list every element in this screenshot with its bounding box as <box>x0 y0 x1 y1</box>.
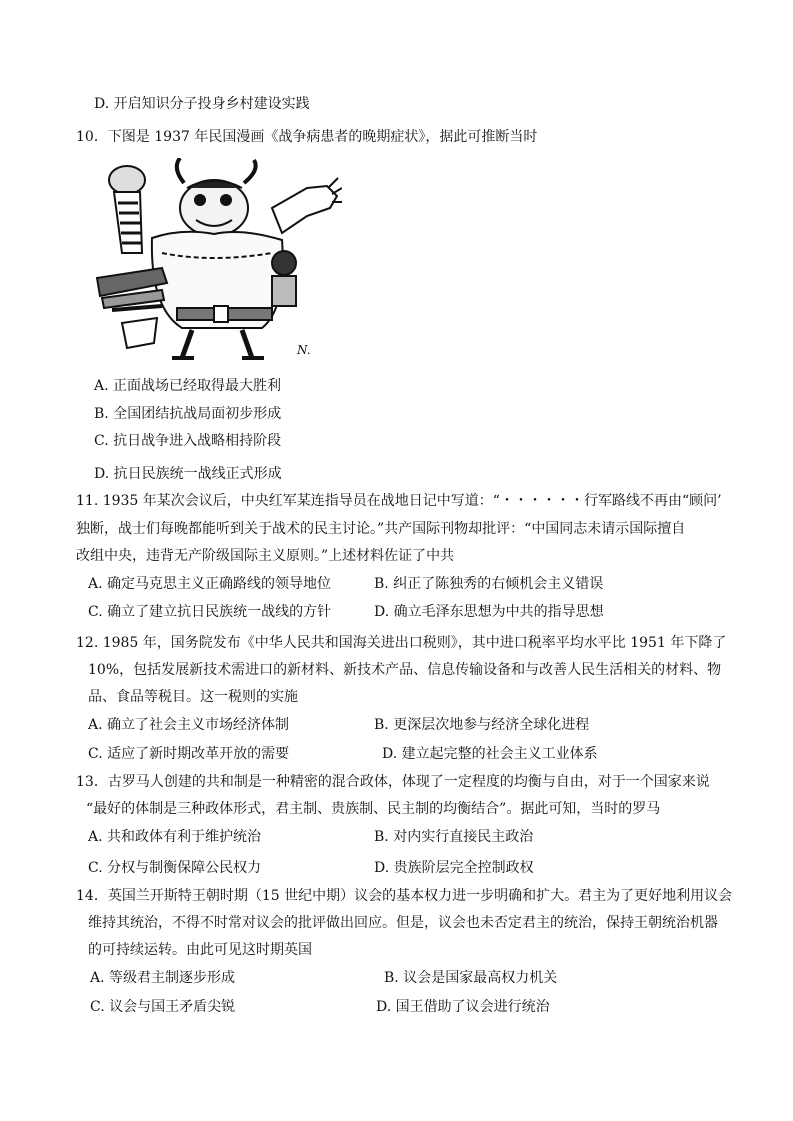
q12-option-c: C. 适应了新时期改革开放的需要 <box>88 746 290 762</box>
q11-option-c: C. 确立了建立抗日民族统一战线的方针 <box>88 604 332 620</box>
q14-stem-line-3: 的可持续运转。由此可见这时期英国 <box>88 942 312 958</box>
q12-option-b: B. 更深层次地参与经济全球化进程 <box>374 717 590 733</box>
q14-option-c: C. 议会与国王矛盾尖锐 <box>90 999 236 1015</box>
q12-option-a: A. 确立了社会主义市场经济体制 <box>88 717 290 733</box>
cartoon-weapons <box>97 268 167 348</box>
q10-option-d: D. 抗日民族统一战线正式形成 <box>94 466 282 482</box>
q14-stem-line-1: 14．英国兰开斯特王朝时期（15 世纪中期）议会的基本权力进一步明确和扩大。君主为了更好地利用议会 <box>76 888 733 904</box>
q13-option-b: B. 对内实行直接民主政治 <box>374 829 534 845</box>
q12-stem-line-2: 10%，包括发展新技术需进口的新材料、新技术产品、信息传输设备和与改善人民生活相关的材料、物 <box>88 662 722 678</box>
cartoon-body <box>152 232 283 358</box>
q11-stem-line-2: 独断，战士们每晚都能听到关于战术的民主讨论。”共产国际刊物却批评：“中国同志未请示国际擅自 <box>76 521 686 537</box>
q14-option-a: A. 等级君主制逐步形成 <box>90 970 236 986</box>
q13-stem-line-1: 13．古罗马人创建的共和制是一种精密的混合政体，体现了一定程度的均衡与自由，对于一个国家来说 <box>76 774 710 790</box>
q14-option-d: D. 国王借助了议会进行统治 <box>376 999 550 1015</box>
q13-stem-line-2: “最好的体制是三种政体形式，君主制、贵族制、民主制的均衡结合”。据此可知，当时的罗马 <box>86 801 661 817</box>
q11-stem-line-3: 改组中央，违背无产阶级国际主义原则。”上述材料佐证了中共 <box>76 548 455 564</box>
q11-option-d: D. 确立毛泽东思想为中共的指导思想 <box>374 604 604 620</box>
q13-option-d: D. 贵族阶层完全控制政权 <box>374 860 534 876</box>
cartoon-head <box>177 158 256 236</box>
q10-stem: 10．下图是 1937 年民国漫画《战争病患者的晚期症状》，据此可推断当时 <box>76 129 538 145</box>
q10-option-c: C. 抗日战争进入战略相持阶段 <box>94 433 282 449</box>
q12-stem-line-1: 12. 1985 年，国务院发布《中华人民共和国海关进出口税则》，其中进口税率平均水平比 1951 年下降了 <box>76 635 727 651</box>
q13-option-c: C. 分权与制衡保障公民权力 <box>88 860 262 876</box>
cartoon-signature: N. <box>297 343 311 357</box>
cartoon-fist <box>109 166 145 253</box>
q9-option-d: D. 开启知识分子投身乡村建设实践 <box>94 96 310 112</box>
q12-option-d: D. 建立起完整的社会主义工业体系 <box>382 746 598 762</box>
q13-option-a: A. 共和政体有利于维护统治 <box>88 829 262 845</box>
q11-option-b: B. 纠正了陈独秀的右倾机会主义错误 <box>374 576 604 592</box>
q12-stem-line-3: 品、食品等税目。这一税则的实施 <box>88 689 298 705</box>
q14-option-b: B. 议会是国家最高权力机关 <box>384 970 558 986</box>
q11-option-a: A. 确定马克思主义正确路线的领导地位 <box>88 576 332 592</box>
q11-stem-line-1: 11. 1935 年某次会议后，中央红军某连指导员在战地日记中写道：“・・・・・・行军路线不再由“顾问’ <box>76 493 722 509</box>
q10-option-a: A. 正面战场已经取得最大胜利 <box>94 378 282 394</box>
q10-option-b: B. 全国团结抗战局面初步形成 <box>94 406 282 422</box>
war-cartoon-image <box>92 158 342 366</box>
q14-stem-line-2: 维持其统治，不得不时常对议会的批评做出回应。但是，议会也未否定君主的统治，保持王朝统治机器 <box>88 915 718 931</box>
